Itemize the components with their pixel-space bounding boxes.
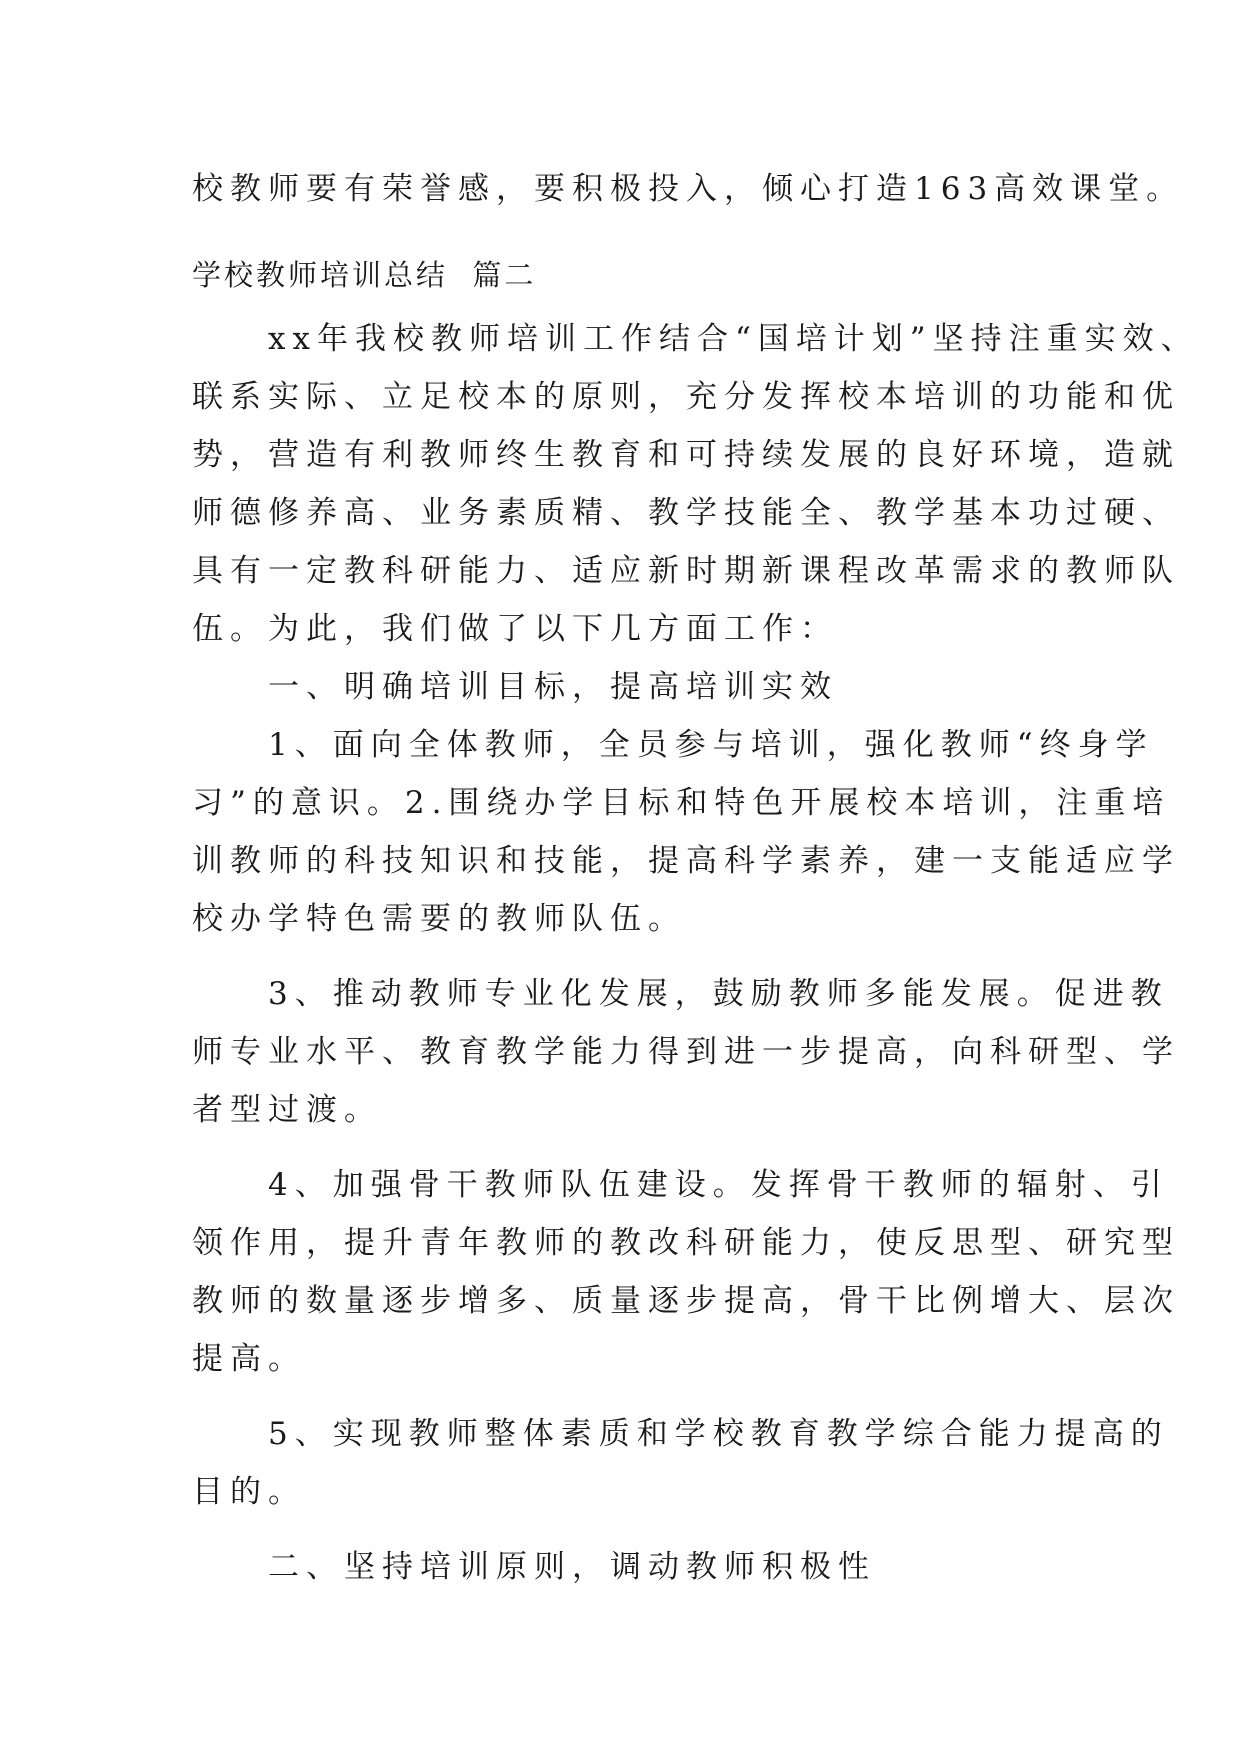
text-line: 师德修养高、业务素质精、教学技能全、教学基本功过硬、: [192, 495, 1180, 531]
text-line: 具有一定教科研能力、适应新时期新课程改革需求的教师队: [192, 553, 1180, 589]
subheading-one: [192, 658, 1062, 716]
paragraph-item-5: [192, 1405, 1169, 1521]
text-line: xx年我校教师培训工作结合“国培计划”坚持注重实效、: [192, 321, 1199, 357]
paragraph-intro: [192, 310, 1199, 658]
text-line: 势，营造有利教师终生教育和可持续发展的良好环境，造就: [192, 437, 1180, 473]
text-line: 习”的意识。2.围绕办学目标和特色开展校本培训，注重培: [192, 785, 1171, 821]
section-heading: 学校教师培训总结 篇二: [192, 258, 537, 292]
text-line: 一、明确培训目标，提高培训实效: [192, 669, 838, 705]
text-line: 训教师的科技知识和技能，提高科学素养，建一支能适应学: [192, 843, 1180, 879]
text-line: 师专业水平、教育教学能力得到进一步提高，向科研型、学: [192, 1034, 1180, 1070]
text-line: 教师的数量逐步增多、质量逐步提高，骨干比例增大、层次: [192, 1283, 1180, 1319]
paragraph-item-1-2: [192, 716, 1180, 948]
text-line: 联系实际、立足校本的原则，充分发挥校本培训的功能和优: [192, 379, 1180, 415]
text-line: 二、坚持培训原则，调动教师积极性: [192, 1549, 876, 1585]
text-line: 1、面向全体教师，全员参与培训，强化教师“终身学: [192, 727, 1154, 763]
intro-line: 校教师要有荣誉感，要积极投入，倾心打造163高效课堂。: [192, 171, 1185, 207]
text-line: 提高。: [192, 1341, 306, 1377]
subheading-two: [192, 1538, 1062, 1596]
text-line: 领作用，提升青年教师的教改科研能力，使反思型、研究型: [192, 1225, 1180, 1261]
paragraph-item-4: [192, 1156, 1180, 1388]
document-body: [192, 160, 1199, 1596]
text-line: 校办学特色需要的教师队伍。: [192, 901, 686, 937]
text-line: 者型过渡。: [192, 1092, 382, 1128]
text-line: 目的。: [192, 1474, 306, 1510]
text-line: 伍。为此，我们做了以下几方面工作：: [192, 611, 838, 647]
paragraph-item-3: [192, 965, 1180, 1139]
text-line: 3、推动教师专业化发展，鼓励教师多能发展。促进教: [192, 976, 1169, 1012]
text-line: 5、实现教师整体素质和学校教育教学综合能力提高的: [192, 1416, 1169, 1452]
text-line: 4、加强骨干教师队伍建设。发挥骨干教师的辐射、引: [192, 1167, 1169, 1203]
